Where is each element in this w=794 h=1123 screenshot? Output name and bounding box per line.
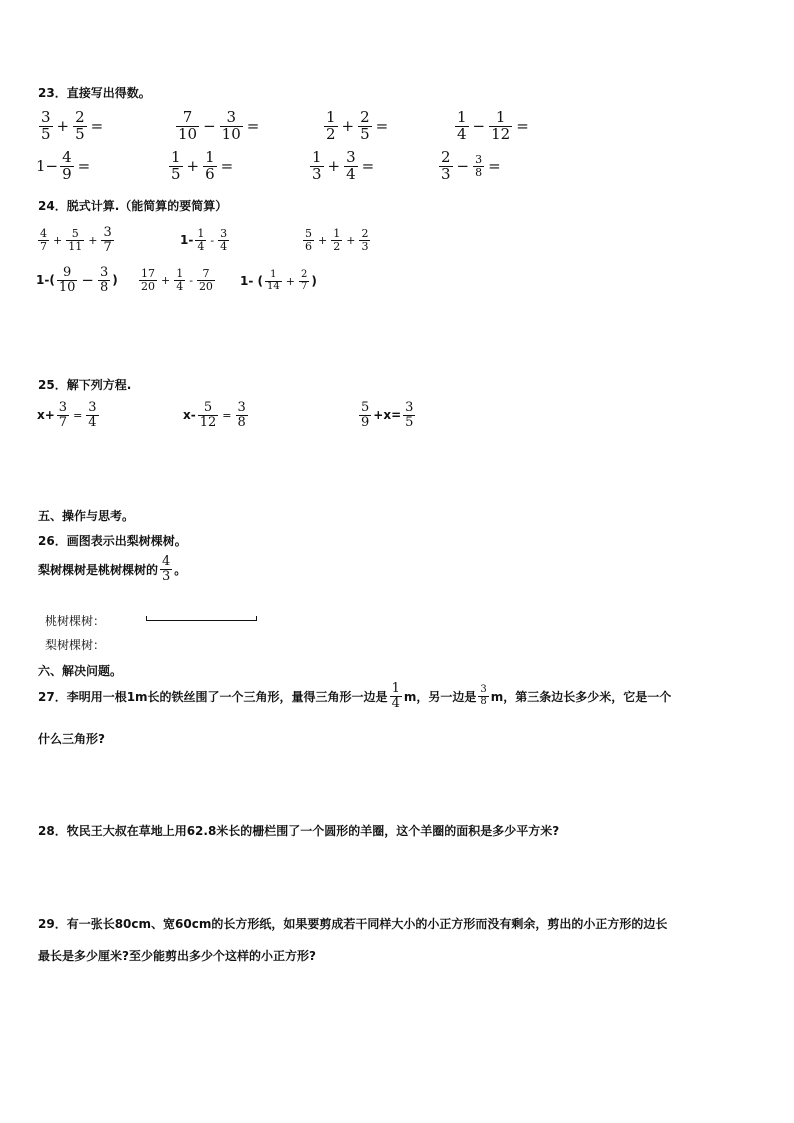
numerator: 7: [202, 267, 210, 280]
numerator: 2: [361, 227, 369, 240]
operator: +: [186, 157, 200, 176]
q23-title: 23．直接写出得数。: [38, 86, 151, 100]
q23-r2-e3: [308, 150, 376, 183]
section-6-heading: 六、解决问题。: [38, 664, 123, 678]
denominator: 4: [346, 164, 356, 183]
q27-line1: [38, 682, 671, 710]
numerator: 5: [305, 227, 312, 240]
q24-e6: [240, 270, 317, 292]
fraction: [236, 401, 248, 429]
numerator: 1: [205, 148, 215, 166]
denominator: 4: [391, 695, 400, 711]
numerator: 2: [441, 148, 451, 166]
denominator: 11: [68, 239, 83, 253]
q27-line2: 什么三角形?: [38, 732, 105, 746]
q24-e2: [180, 228, 231, 252]
lead-term: 1- (: [240, 274, 263, 288]
equals-sign: =: [73, 408, 83, 422]
fraction: [197, 268, 215, 292]
q25-e3: [357, 401, 417, 429]
q23-r1-e1: [37, 110, 105, 143]
closing-paren: ): [112, 273, 118, 288]
pear-tree-label: 梨树棵树：: [45, 638, 106, 652]
fraction: [98, 266, 110, 294]
operator: +: [346, 233, 356, 247]
fraction: [73, 110, 87, 143]
denominator: 4: [197, 239, 205, 253]
numerator: 2: [75, 108, 85, 126]
operator: +: [53, 233, 63, 247]
denominator: 7: [58, 414, 68, 430]
fraction: [478, 685, 488, 707]
equals-sign: =: [77, 157, 91, 176]
fraction: [38, 228, 49, 252]
equals-sign: =: [516, 117, 529, 136]
denominator: 9: [361, 414, 370, 430]
denominator: 6: [305, 239, 312, 253]
numerator: 1: [197, 227, 205, 240]
numerator: 2: [360, 108, 370, 126]
q26-title: 26．画图表示出梨树棵树。: [38, 534, 187, 548]
q28-text: 28．牧民王大叔在草地上用62.8米长的栅栏围了一个圆形的羊圈，这个羊圈的面积是多少平方米?: [38, 824, 560, 838]
fraction: [86, 401, 98, 429]
fraction: [39, 110, 53, 143]
numerator: 3: [220, 227, 228, 240]
fraction: [489, 110, 512, 143]
equals-sign: =: [90, 117, 104, 136]
fraction: [439, 150, 453, 183]
numerator: 1: [326, 108, 336, 126]
denominator: 5: [75, 124, 85, 143]
peach-tree-bar: [146, 614, 257, 621]
equals-sign: =: [488, 157, 501, 176]
denominator: 5: [171, 164, 181, 183]
q25-title: 25．解下列方程.: [38, 378, 132, 392]
equals-sign: =: [246, 117, 260, 136]
denominator: 8: [475, 165, 483, 179]
lead-term: x-: [183, 408, 196, 423]
denominator: 7: [300, 280, 308, 292]
numerator: 3: [99, 265, 109, 280]
numerator: 1: [457, 108, 467, 126]
numerator: 3: [41, 108, 51, 126]
denominator: 7: [40, 239, 47, 253]
numerator: 1: [495, 108, 506, 126]
denominator: 3: [361, 239, 369, 253]
numerator: 3: [58, 400, 68, 415]
fraction: [299, 270, 309, 292]
fraction: [310, 150, 324, 183]
numerator: 1: [176, 267, 184, 280]
fraction: [60, 150, 74, 183]
numerator: 4: [62, 148, 72, 166]
numerator: 9: [62, 265, 72, 280]
numerator: 3: [480, 684, 487, 696]
numerator: 5: [203, 400, 213, 415]
numerator: 4: [162, 554, 171, 569]
denominator: 20: [141, 279, 155, 293]
operator: +: [285, 274, 295, 288]
numerator: 3: [103, 225, 112, 240]
numerator: 3: [237, 400, 246, 415]
q25-e1: [37, 401, 101, 429]
numerator: 3: [346, 148, 356, 166]
denominator: 12: [199, 414, 217, 430]
q26-text: 梨树棵树是桃树棵树的: [38, 562, 159, 577]
section-5-heading: 五、操作与思考。: [38, 509, 135, 523]
fraction: [66, 228, 84, 252]
denominator: 3: [312, 164, 322, 183]
fraction: [390, 682, 402, 710]
numerator: 1: [171, 148, 181, 166]
denominator: 4: [457, 124, 467, 143]
fraction: [344, 150, 358, 183]
q24-e4: [36, 266, 118, 294]
fraction: [198, 401, 219, 429]
denominator: 2: [326, 124, 336, 143]
q24-e5: [137, 268, 217, 292]
lead-term: 1-: [180, 233, 194, 248]
denominator: 4: [220, 239, 228, 253]
denominator: 20: [198, 279, 213, 293]
numerator: 5: [361, 400, 370, 415]
q23-r1-e3: [322, 110, 390, 143]
mid-term: +x=: [373, 408, 402, 423]
fraction: [265, 270, 282, 292]
q27-text: 27．李明用一根1m长的铁丝围了一个三角形，量得三角形一边是: [38, 689, 388, 704]
fraction: [331, 228, 342, 252]
numerator: 1: [333, 227, 341, 240]
q24-title: 24．脱式计算.（能简算的要简算）: [38, 199, 228, 213]
operator: +: [327, 157, 341, 176]
denominator: 2: [333, 239, 341, 253]
q29-line1: 29．有一张长80cm、宽60cm的长方形纸，如果要剪成若干同样大小的小正方形而没有剩余，剪出的小正方形的边长: [38, 917, 668, 931]
numerator: 2: [300, 269, 308, 280]
operator: −: [456, 157, 470, 176]
fraction: [203, 150, 217, 183]
denominator: 4: [176, 279, 184, 293]
denominator: 5: [360, 124, 370, 143]
denominator: 9: [62, 164, 72, 183]
numerator: 1: [270, 269, 277, 280]
numerator: 17: [141, 267, 155, 280]
operator: −: [81, 271, 94, 290]
q27-text-mid: m，另一边是: [403, 689, 477, 704]
q23-r2-e4: [437, 150, 503, 183]
denominator: 7: [103, 239, 112, 255]
denominator: 14: [267, 280, 280, 292]
fraction: [218, 228, 229, 252]
numerator: 1: [391, 681, 400, 696]
q23-r1-e4: [453, 110, 531, 143]
q24-e3: [301, 228, 372, 252]
lead-term: x+: [37, 408, 55, 423]
denominator: 8: [99, 279, 109, 295]
operator: −: [472, 117, 486, 136]
numerator: 5: [71, 227, 79, 241]
q26-text-end: 。: [174, 562, 187, 577]
denominator: 4: [88, 414, 97, 430]
denominator: 5: [405, 414, 414, 430]
denominator: 6: [205, 164, 215, 183]
q23-r2-e2: [167, 150, 235, 183]
q29-line2: 最长是多少厘米?至少能剪出多少个这样的小正方形?: [38, 949, 316, 963]
denominator: 8: [480, 695, 487, 707]
equals-sign: =: [220, 157, 234, 176]
denominator: 10: [221, 124, 241, 143]
fraction: [174, 268, 185, 292]
lead-term: 1−: [36, 157, 59, 176]
fraction: [139, 268, 157, 292]
fraction: [473, 154, 484, 178]
denominator: 10: [58, 279, 76, 295]
denominator: 12: [491, 124, 511, 143]
operator: +: [341, 117, 355, 136]
denominator: 3: [441, 164, 451, 183]
q26-statement: [38, 555, 186, 583]
fraction: [358, 110, 372, 143]
operator: +: [161, 273, 171, 287]
operator: +: [318, 233, 328, 247]
numerator: 3: [475, 153, 483, 167]
q27-text-end: m，第三条边长多少米，它是一个: [490, 689, 672, 704]
operator: +: [88, 233, 98, 247]
fraction: [220, 110, 243, 143]
fraction: [324, 110, 338, 143]
equals-sign: =: [375, 117, 389, 136]
numerator: 3: [88, 400, 97, 415]
numerator: 4: [40, 227, 47, 241]
operator: -: [189, 273, 193, 287]
closing-paren: ): [311, 274, 317, 288]
q23-r1-e2: [174, 110, 261, 143]
q23-r2-e1: [36, 150, 92, 183]
q25-e2: [183, 401, 250, 429]
operator: +: [56, 117, 70, 136]
denominator: 10: [178, 124, 198, 143]
fraction: [169, 150, 183, 183]
fraction: [359, 228, 370, 252]
numerator: 3: [405, 400, 414, 415]
numerator: 3: [226, 108, 236, 126]
numerator: 1: [312, 148, 322, 166]
fraction: [160, 555, 172, 583]
fraction: [57, 401, 69, 429]
denominator: 5: [41, 124, 51, 143]
peach-tree-label: 桃树棵树：: [45, 614, 106, 628]
denominator: 3: [162, 568, 171, 584]
fraction: [403, 401, 415, 429]
denominator: 8: [237, 414, 246, 430]
lead-term: 1-(: [36, 273, 55, 288]
fraction: [303, 228, 314, 252]
operator: −: [203, 117, 216, 136]
fraction: [176, 110, 199, 143]
fraction: [359, 401, 371, 429]
q24-e1: [36, 226, 116, 254]
fraction: [101, 226, 113, 254]
fraction: [57, 266, 78, 294]
fraction: [455, 110, 469, 143]
fraction: [195, 228, 206, 252]
equals-sign: =: [222, 408, 232, 422]
operator: -: [210, 233, 215, 247]
equals-sign: =: [361, 157, 375, 176]
numerator: 7: [182, 108, 193, 126]
